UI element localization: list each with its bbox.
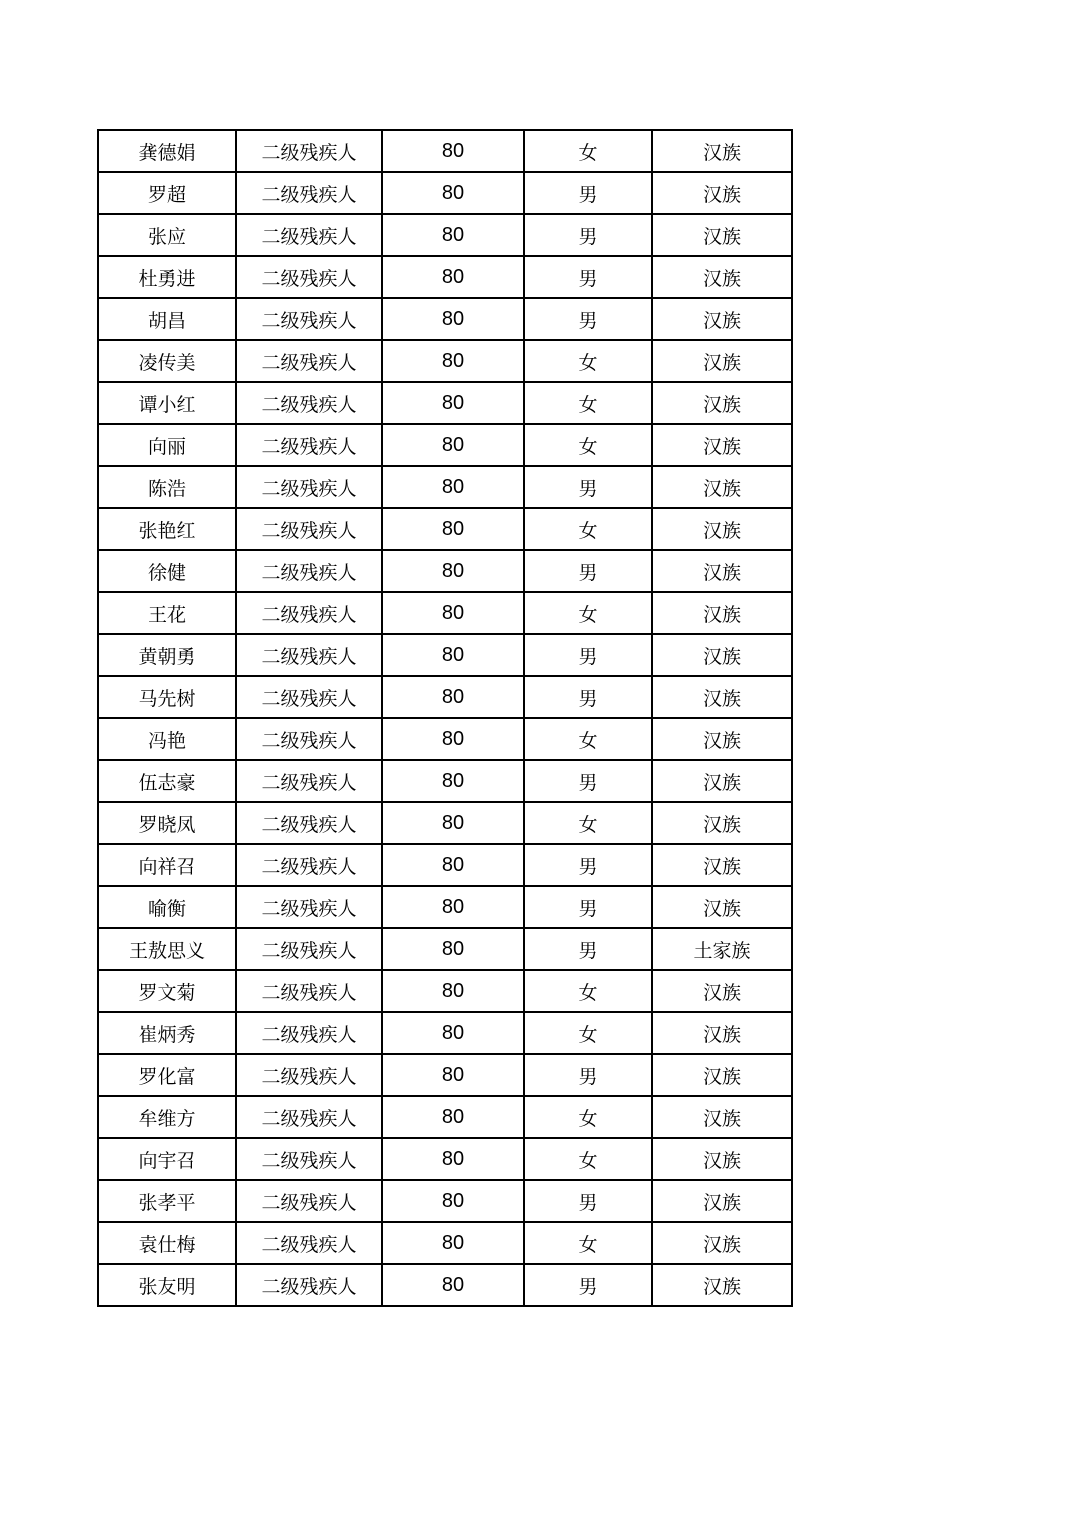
table-row	[98, 1264, 792, 1306]
amount-cell: 80	[382, 550, 524, 592]
name-cell: 张应	[98, 214, 236, 256]
disability-level-cell: 二级残疾人	[236, 802, 382, 844]
table-row	[98, 298, 792, 340]
ethnicity-cell: 汉族	[652, 508, 792, 550]
amount-cell: 80	[382, 1180, 524, 1222]
ethnicity-cell: 汉族	[652, 718, 792, 760]
table-row	[98, 256, 792, 298]
ethnicity-cell: 汉族	[652, 550, 792, 592]
amount-cell: 80	[382, 718, 524, 760]
gender-cell: 女	[524, 1222, 652, 1264]
table-row	[98, 214, 792, 256]
amount-cell: 80	[382, 592, 524, 634]
disability-level-cell: 二级残疾人	[236, 340, 382, 382]
disability-level-cell: 二级残疾人	[236, 382, 382, 424]
name-cell: 王敖思义	[98, 928, 236, 970]
gender-cell: 男	[524, 676, 652, 718]
name-cell: 伍志豪	[98, 760, 236, 802]
gender-cell: 女	[524, 424, 652, 466]
gender-cell: 女	[524, 1096, 652, 1138]
disability-level-cell: 二级残疾人	[236, 1096, 382, 1138]
table-row	[98, 970, 792, 1012]
disability-level-cell: 二级残疾人	[236, 844, 382, 886]
disability-level-cell: 二级残疾人	[236, 172, 382, 214]
ethnicity-cell: 汉族	[652, 172, 792, 214]
name-cell: 向祥召	[98, 844, 236, 886]
table-row	[98, 844, 792, 886]
disability-level-cell: 二级残疾人	[236, 1054, 382, 1096]
amount-cell: 80	[382, 1264, 524, 1306]
gender-cell: 女	[524, 970, 652, 1012]
gender-cell: 男	[524, 550, 652, 592]
name-cell: 牟维方	[98, 1096, 236, 1138]
gender-cell: 男	[524, 214, 652, 256]
table-row	[98, 340, 792, 382]
ethnicity-cell: 汉族	[652, 634, 792, 676]
gender-cell: 男	[524, 298, 652, 340]
disability-level-cell: 二级残疾人	[236, 214, 382, 256]
gender-cell: 男	[524, 172, 652, 214]
amount-cell: 80	[382, 466, 524, 508]
disability-level-cell: 二级残疾人	[236, 634, 382, 676]
disability-level-cell: 二级残疾人	[236, 886, 382, 928]
gender-cell: 女	[524, 718, 652, 760]
ethnicity-cell: 汉族	[652, 424, 792, 466]
ethnicity-cell: 汉族	[652, 844, 792, 886]
name-cell: 徐健	[98, 550, 236, 592]
name-cell: 凌传美	[98, 340, 236, 382]
name-cell: 陈浩	[98, 466, 236, 508]
ethnicity-cell: 汉族	[652, 466, 792, 508]
ethnicity-cell: 汉族	[652, 1222, 792, 1264]
name-cell: 谭小红	[98, 382, 236, 424]
name-cell: 龚德娟	[98, 130, 236, 172]
table-row	[98, 172, 792, 214]
amount-cell: 80	[382, 130, 524, 172]
table-row	[98, 1222, 792, 1264]
table-row	[98, 1096, 792, 1138]
amount-cell: 80	[382, 844, 524, 886]
gender-cell: 女	[524, 130, 652, 172]
amount-cell: 80	[382, 172, 524, 214]
gender-cell: 男	[524, 844, 652, 886]
gender-cell: 男	[524, 760, 652, 802]
amount-cell: 80	[382, 214, 524, 256]
gender-cell: 男	[524, 1180, 652, 1222]
ethnicity-cell: 汉族	[652, 592, 792, 634]
disability-level-cell: 二级残疾人	[236, 1138, 382, 1180]
ethnicity-cell: 汉族	[652, 802, 792, 844]
gender-cell: 女	[524, 340, 652, 382]
table-row	[98, 592, 792, 634]
table-row	[98, 718, 792, 760]
name-cell: 罗化富	[98, 1054, 236, 1096]
name-cell: 马先树	[98, 676, 236, 718]
amount-cell: 80	[382, 1138, 524, 1180]
ethnicity-cell: 汉族	[652, 130, 792, 172]
gender-cell: 男	[524, 928, 652, 970]
amount-cell: 80	[382, 1222, 524, 1264]
ethnicity-cell: 汉族	[652, 214, 792, 256]
disability-subsidy-table	[97, 129, 793, 1307]
table-row	[98, 1138, 792, 1180]
table-row	[98, 424, 792, 466]
amount-cell: 80	[382, 508, 524, 550]
table-row	[98, 886, 792, 928]
disability-level-cell: 二级残疾人	[236, 718, 382, 760]
table-body	[98, 130, 792, 1306]
table-row	[98, 130, 792, 172]
name-cell: 张艳红	[98, 508, 236, 550]
name-cell: 崔炳秀	[98, 1012, 236, 1054]
ethnicity-cell: 汉族	[652, 1096, 792, 1138]
amount-cell: 80	[382, 634, 524, 676]
ethnicity-cell: 汉族	[652, 1264, 792, 1306]
name-cell: 罗超	[98, 172, 236, 214]
ethnicity-cell: 汉族	[652, 1012, 792, 1054]
ethnicity-cell: 汉族	[652, 1180, 792, 1222]
ethnicity-cell: 土家族	[652, 928, 792, 970]
table-row	[98, 802, 792, 844]
name-cell: 黄朝勇	[98, 634, 236, 676]
ethnicity-cell: 汉族	[652, 382, 792, 424]
disability-level-cell: 二级残疾人	[236, 970, 382, 1012]
amount-cell: 80	[382, 886, 524, 928]
disability-level-cell: 二级残疾人	[236, 592, 382, 634]
disability-level-cell: 二级残疾人	[236, 298, 382, 340]
name-cell: 袁仕梅	[98, 1222, 236, 1264]
name-cell: 向丽	[98, 424, 236, 466]
table-row	[98, 550, 792, 592]
amount-cell: 80	[382, 970, 524, 1012]
ethnicity-cell: 汉族	[652, 970, 792, 1012]
ethnicity-cell: 汉族	[652, 886, 792, 928]
amount-cell: 80	[382, 382, 524, 424]
disability-level-cell: 二级残疾人	[236, 676, 382, 718]
gender-cell: 男	[524, 256, 652, 298]
amount-cell: 80	[382, 676, 524, 718]
name-cell: 喻衡	[98, 886, 236, 928]
name-cell: 王花	[98, 592, 236, 634]
name-cell: 罗晓凤	[98, 802, 236, 844]
gender-cell: 女	[524, 592, 652, 634]
disability-level-cell: 二级残疾人	[236, 760, 382, 802]
name-cell: 向宇召	[98, 1138, 236, 1180]
disability-level-cell: 二级残疾人	[236, 1222, 382, 1264]
amount-cell: 80	[382, 298, 524, 340]
table-row	[98, 676, 792, 718]
gender-cell: 男	[524, 1054, 652, 1096]
table-row	[98, 508, 792, 550]
table-row	[98, 466, 792, 508]
name-cell: 杜勇进	[98, 256, 236, 298]
gender-cell: 女	[524, 802, 652, 844]
ethnicity-cell: 汉族	[652, 676, 792, 718]
gender-cell: 男	[524, 886, 652, 928]
ethnicity-cell: 汉族	[652, 760, 792, 802]
name-cell: 张孝平	[98, 1180, 236, 1222]
disability-level-cell: 二级残疾人	[236, 130, 382, 172]
gender-cell: 男	[524, 466, 652, 508]
table-row	[98, 760, 792, 802]
disability-level-cell: 二级残疾人	[236, 256, 382, 298]
name-cell: 冯艳	[98, 718, 236, 760]
amount-cell: 80	[382, 928, 524, 970]
gender-cell: 男	[524, 634, 652, 676]
gender-cell: 女	[524, 382, 652, 424]
amount-cell: 80	[382, 802, 524, 844]
ethnicity-cell: 汉族	[652, 1054, 792, 1096]
disability-level-cell: 二级残疾人	[236, 508, 382, 550]
gender-cell: 女	[524, 1138, 652, 1180]
disability-level-cell: 二级残疾人	[236, 550, 382, 592]
gender-cell: 女	[524, 1012, 652, 1054]
gender-cell: 女	[524, 508, 652, 550]
ethnicity-cell: 汉族	[652, 340, 792, 382]
disability-level-cell: 二级残疾人	[236, 1012, 382, 1054]
amount-cell: 80	[382, 760, 524, 802]
ethnicity-cell: 汉族	[652, 256, 792, 298]
name-cell: 胡昌	[98, 298, 236, 340]
table-row	[98, 382, 792, 424]
disability-level-cell: 二级残疾人	[236, 928, 382, 970]
table-row	[98, 1180, 792, 1222]
disability-level-cell: 二级残疾人	[236, 466, 382, 508]
gender-cell: 男	[524, 1264, 652, 1306]
amount-cell: 80	[382, 1054, 524, 1096]
table-row	[98, 928, 792, 970]
disability-level-cell: 二级残疾人	[236, 424, 382, 466]
ethnicity-cell: 汉族	[652, 298, 792, 340]
amount-cell: 80	[382, 1012, 524, 1054]
table-row	[98, 1054, 792, 1096]
amount-cell: 80	[382, 1096, 524, 1138]
amount-cell: 80	[382, 424, 524, 466]
table-row	[98, 1012, 792, 1054]
name-cell: 张友明	[98, 1264, 236, 1306]
disability-level-cell: 二级残疾人	[236, 1264, 382, 1306]
table-row	[98, 634, 792, 676]
amount-cell: 80	[382, 340, 524, 382]
name-cell: 罗文菊	[98, 970, 236, 1012]
disability-level-cell: 二级残疾人	[236, 1180, 382, 1222]
ethnicity-cell: 汉族	[652, 1138, 792, 1180]
amount-cell: 80	[382, 256, 524, 298]
